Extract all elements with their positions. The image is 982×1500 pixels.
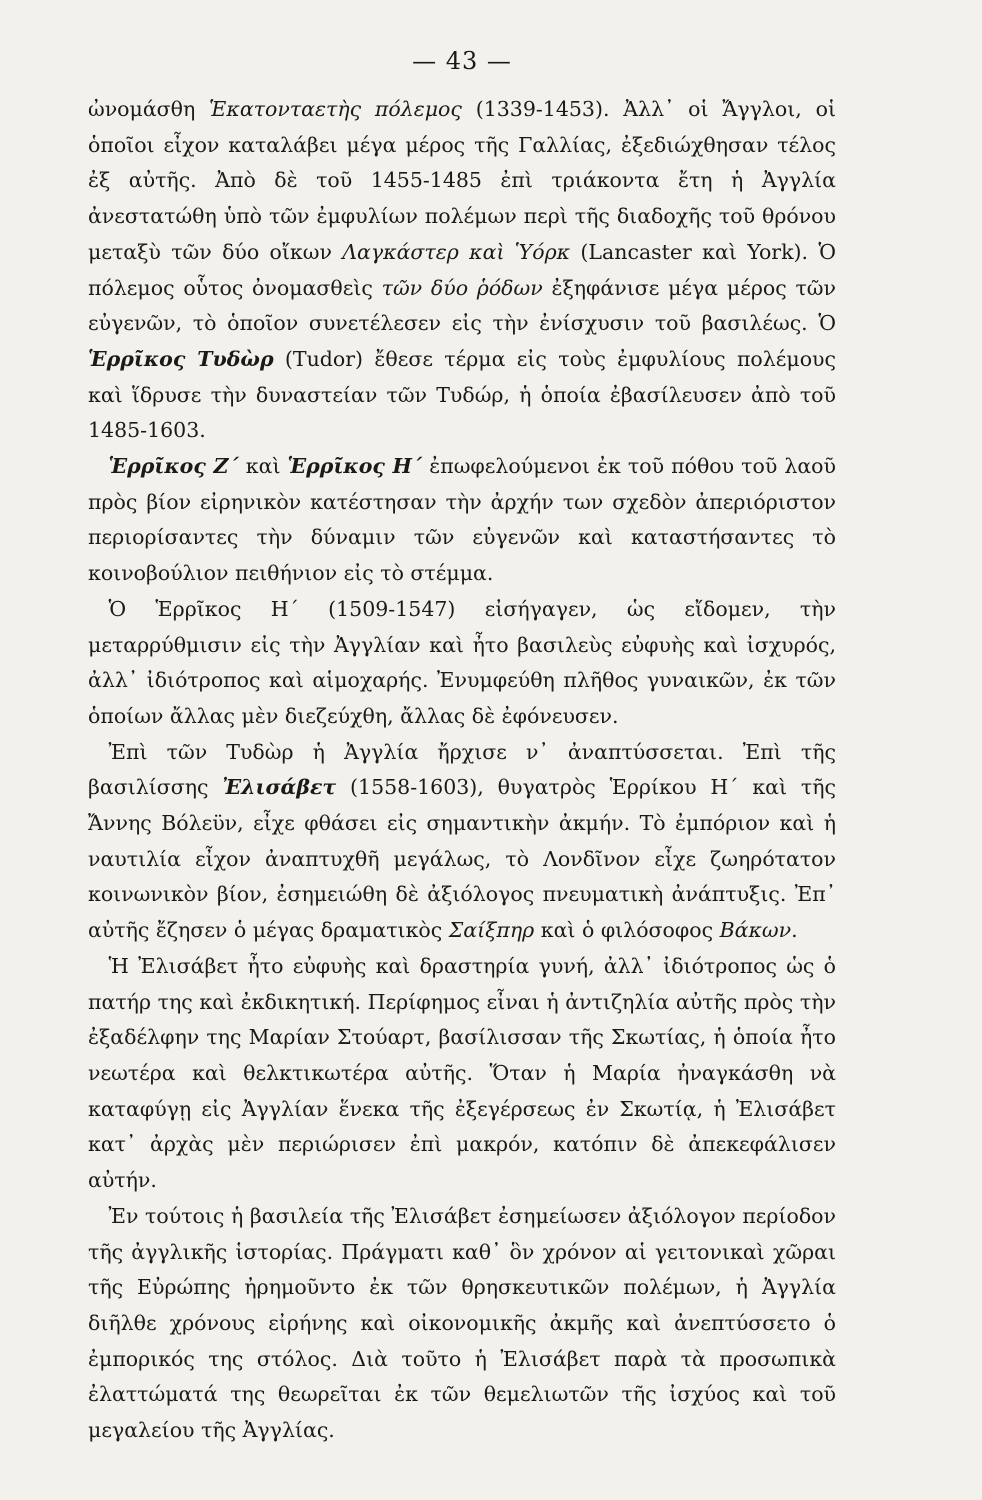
paragraph-elizabeth-legacy: Ἐν τούτοις ἡ βασιλεία τῆς Ἐλισάβετ ἐσημείωσεν ἀξιόλογον περίοδον τῆς ἀγγλικῆς ἱστορίας. Πράγματι καθ᾿ ὃν χρόνον αἱ γειτονικαὶ χῶραι τῆς Εὐρώπης ἠρημοῦντο ἐκ τῶν θρησκευτικῶν πολέμων, ἡ Ἀγγλία διῆλθε χρόνους εἰρήνης καὶ οἰκονομικῆς ἀκμῆς καὶ ἀνεπτύσσετο ὁ ἐμπορικός της στόλος. Διὰ τοῦτο ἡ Ἐλισάβετ παρὰ τὰ προσωπικὰ ἐλαττώματά της θεωρεῖται ἐκ τῶν θεμελιωτῶν τῆς ἰσχύος καὶ τοῦ μεγαλείου τῆς Ἀγγλίας. [88, 1203, 836, 1443]
term-henry-tudor: Ἑρρῖκος Τυδὼρ [88, 346, 274, 371]
term-henry-vii: Ἑρρῖκος Ζ΄ [108, 454, 239, 479]
paragraph-elizabeth-mary-stuart: Ἡ Ἐλισάβετ ἦτο εὐφυὴς καὶ δραστηρία γυνή, ἀλλ᾿ ἰδιότροπος ὡς ὁ πατήρ της καὶ ἐκδικητική. Περίφημος εἶναι ἡ ἀντιζηλία αὐτῆς πρὸς τὴν ἐξαδέλφην της Μαρίαν Στούαρτ, βασίλισσαν τῆς Σκωτίας, ἡ ὁποία ἦτο νεωτέρα καὶ θελκτικωτέρα αὐτῆς. Ὅταν ἡ Μαρία ἠναγκάσθη νὰ καταφύγῃ εἰς Ἀγγλίαν ἕνεκα τῆς ἐξεγέρσεως ἐν Σκωτίᾳ, ἡ Ἐλισάβετ κατ᾿ ἀρχὰς μὲν περιώρισεν ἐπὶ μακρόν, κατόπιν δὲ ἀπεκεφάλισεν αὐτήν. [88, 953, 836, 1193]
p1-text-e: (Lancaster καὶ York). Ὁ πόλεμος οὗτος ὀνομασθεὶς [88, 239, 836, 300]
term-elizabeth: Ἐλισάβετ [222, 775, 337, 800]
paragraph-henry-vii-viii [88, 449, 836, 592]
p4-text-c: (1558-1603), θυγατρὸς Ἑρρίκου Η΄ καὶ τῆς Ἄννης Βόλεϋν, εἶχε φθάσει εἰς σημαντικὴν ἀκμήν. Τὸ ἐμπόριον καὶ ἡ ναυτιλία εἶχον ἀναπτυχθῆ μεγάλως, τὸ Λονδῖνον εἶχε ζωηρότατον κοινωνικὸν βίον, ἐσημειώθη δὲ ἀξιόλογος πνευματικὴ ἀνάπτυξις. Ἐπ᾿ αὐτῆς ἔζησεν ὁ μέγας δραματικὸς [88, 775, 836, 943]
p4-text-g: . [791, 918, 798, 943]
paragraph-hundred-years-war [88, 92, 836, 449]
p4-text-e: καὶ ὁ φιλόσοφος [534, 918, 720, 943]
p1-text-i: (Tudor) ἔθεσε τέρμα εἰς τοὺς ἐμφυλίους πολέμους καὶ ἵδρυσε τὴν δυναστείαν τῶν Τυδώρ, ἡ ὁποία ἐβασίλευσεν ἀπὸ τοῦ 1485-1603. [88, 346, 836, 443]
term-lancaster-york: Λαγκάστερ καὶ Ὑόρκ [342, 239, 571, 264]
term-henry-viii: Ἑρρῖκος Η΄ [287, 454, 423, 479]
p1-text-c: (1339-1453). Ἀλλ᾿ οἱ Ἄγγλοι, οἱ ὁποῖοι εἶχον καταλάβει μέγα μέρος τῆς Γαλλίας, ἐξεδιώχθησαν τέλος ἐξ αὐτῆς. Ἀπὸ δὲ τοῦ 1455-1485 ἐπὶ τριάκοντα ἔτη ἡ Ἀγγλία ἀνεστατώθη ὑπὸ τῶν ἐμφυλίων πολέμων περὶ τῆς διαδοχῆς τοῦ θρόνου μεταξὺ τῶν δύο οἴκων [88, 97, 836, 264]
p4-text-a: Ἐπὶ τῶν Τυδὼρ ἡ Ἀγγλία ἤρχισε ν᾿ ἀναπτύσσεται. Ἐπὶ τῆς βασιλίσσης [88, 739, 836, 800]
paragraph-elizabeth-era [88, 735, 836, 949]
term-wars-of-roses: τῶν δύο ῥόδων [381, 275, 543, 300]
page-number: — 43 — [412, 47, 512, 75]
p2-text-b: καὶ [238, 454, 288, 479]
paragraph-henry-viii-reign: Ὁ Ἑρρῖκος Η΄ (1509-1547) εἰσήγαγεν, ὡς εἴδομεν, τὴν μεταρρύθμισιν εἰς τὴν Ἀγγλίαν καὶ ἦτο βασιλεὺς εὐφυὴς καὶ ἰσχυρός, ἀλλ᾿ ἰδιότροπος καὶ αἱμοχαρής. Ἐνυμφεύθη πλῆθος γυναικῶν, ἐκ τῶν ὁποίων ἄλλας μὲν διεζεύχθη, ἄλλας δὲ ἐφόνευσεν. [88, 596, 836, 728]
p2-text-d: ἐπωφελούμενοι ἐκ τοῦ πόθου τοῦ λαοῦ πρὸς βίον εἰρηνικὸν κατέστησαν τὴν ἀρχήν των σχεδὸν ἀπεριόριστον περιορίσαντες τὴν δύναμιν τῶν εὐγενῶν καὶ καταστήσαντες τὸ κοινοβούλιον πειθήνιον εἰς τὸ στέμμα. [88, 454, 836, 586]
p1-text-a: ὠνομάσθη [88, 97, 210, 121]
term-bacon: Βάκων [719, 918, 792, 943]
p1-text-g: ἐξηφάνισε μέγα μέρος τῶν εὐγενῶν, τὸ ὁποῖον συνετέλεσεν εἰς τὴν ἐνίσχυσιν τοῦ βασιλέως. Ὁ [88, 275, 836, 336]
term-shakespeare: Σαίξπηρ [448, 918, 535, 943]
term-hundred-years-war: Ἑκατονταετὴς πόλεμος [209, 97, 462, 121]
